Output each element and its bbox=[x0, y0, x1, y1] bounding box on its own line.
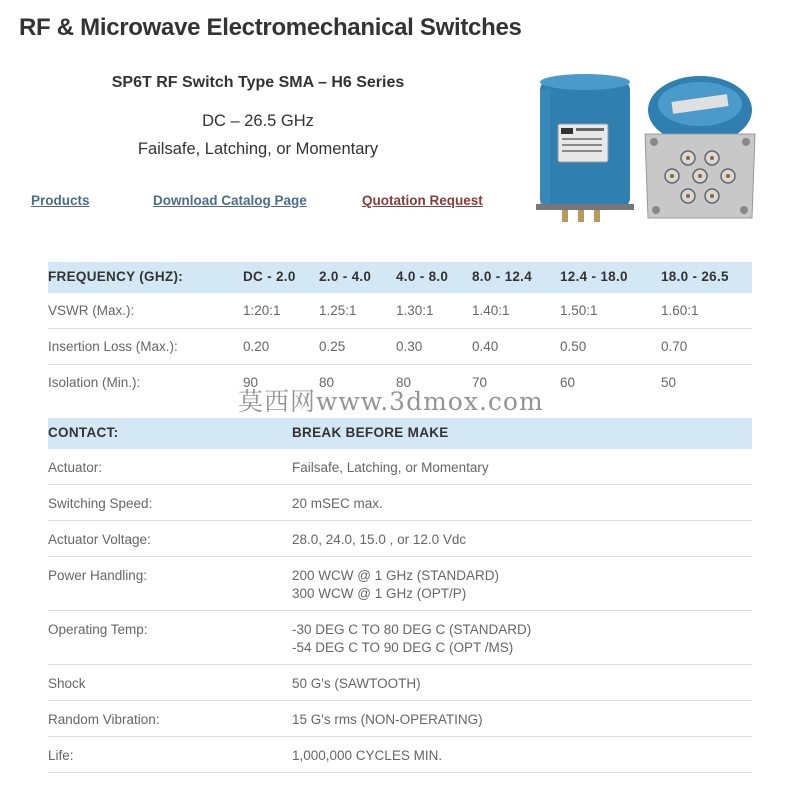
products-link[interactable]: Products bbox=[31, 193, 90, 208]
table-cell: 70 bbox=[472, 375, 488, 390]
table-cell: 0.50 bbox=[560, 339, 587, 354]
row-value: 20 mSEC max. bbox=[292, 496, 383, 511]
table-cell: 1:20:1 bbox=[243, 303, 281, 318]
vswr-row bbox=[48, 293, 752, 329]
row-value: 28.0, 24.0, 15.0 , or 12.0 Vdc bbox=[292, 532, 467, 547]
specifications-table bbox=[48, 262, 752, 773]
row-label: Isolation (Min.): bbox=[48, 375, 141, 390]
table-cell: 1.50:1 bbox=[560, 303, 598, 318]
frequency-header-label: FREQUENCY (GHZ): bbox=[48, 269, 184, 284]
frequency-band-header: 2.0 - 4.0 bbox=[319, 269, 372, 284]
random-vibration-row bbox=[48, 701, 752, 737]
frequency-band-header: 12.4 - 18.0 bbox=[560, 269, 628, 284]
page-title: RF & Microwave Electromechanical Switches bbox=[19, 14, 522, 41]
table-cell: 90 bbox=[243, 375, 259, 390]
table-cell: 80 bbox=[396, 375, 412, 390]
frequency-band-header: 4.0 - 8.0 bbox=[396, 269, 449, 284]
frequency-header-row bbox=[48, 262, 752, 293]
life-row bbox=[48, 737, 752, 773]
row-value: 50 G's (SAWTOOTH) bbox=[292, 676, 421, 691]
actuator-row bbox=[48, 449, 752, 485]
row-value: -54 DEG C TO 90 DEG C (OPT /MS) bbox=[292, 640, 514, 655]
table-cell: 1.25:1 bbox=[319, 303, 357, 318]
operating-temp-row bbox=[48, 611, 752, 665]
switch-cylinder-side-view bbox=[536, 74, 634, 222]
frequency-band-header: DC - 2.0 bbox=[243, 269, 296, 284]
table-cell: 50 bbox=[661, 375, 677, 390]
row-label: Random Vibration: bbox=[48, 712, 160, 727]
table-cell: 0.70 bbox=[661, 339, 688, 354]
row-value: -30 DEG C TO 80 DEG C (STANDARD) bbox=[292, 622, 532, 637]
quotation-request-link[interactable]: Quotation Request bbox=[362, 193, 483, 208]
row-value: 1,000,000 CYCLES MIN. bbox=[292, 748, 443, 763]
power-handling-row bbox=[48, 557, 752, 611]
row-label: Actuator: bbox=[48, 460, 103, 475]
switching-speed-row bbox=[48, 485, 752, 521]
table-cell: 1.30:1 bbox=[396, 303, 434, 318]
product-modes: Failsafe, Latching, or Momentary bbox=[137, 140, 379, 158]
rf-switch-product-image bbox=[520, 70, 760, 230]
row-label: Power Handling: bbox=[48, 568, 148, 583]
row-value: 15 G's rms (NON-OPERATING) bbox=[292, 712, 483, 727]
actuator-voltage-row bbox=[48, 521, 752, 557]
table-cell: 0.20 bbox=[243, 339, 270, 354]
isolation-row bbox=[48, 365, 752, 400]
row-value: 300 WCW @ 1 GHz (OPT/P) bbox=[292, 586, 467, 601]
row-label: Actuator Voltage: bbox=[48, 532, 151, 547]
row-label: VSWR (Max.): bbox=[48, 303, 135, 318]
table-cell: 60 bbox=[560, 375, 576, 390]
product-subtitle: SP6T RF Switch Type SMA – H6 Series bbox=[111, 74, 405, 91]
row-label: Insertion Loss (Max.): bbox=[48, 339, 178, 354]
table-cell: 0.30 bbox=[396, 339, 423, 354]
row-value: 200 WCW @ 1 GHz (STANDARD) bbox=[292, 568, 499, 583]
product-frequency-range: DC – 26.5 GHz bbox=[202, 112, 314, 130]
table-cell: 0.40 bbox=[472, 339, 499, 354]
row-label: Operating Temp: bbox=[48, 622, 148, 637]
frequency-band-header: 8.0 - 12.4 bbox=[472, 269, 533, 284]
row-label: Life: bbox=[48, 748, 74, 763]
shock-row bbox=[48, 665, 752, 701]
table-cell: 1.40:1 bbox=[472, 303, 510, 318]
contact-header-value: BREAK BEFORE MAKE bbox=[292, 425, 449, 440]
row-label: Switching Speed: bbox=[48, 496, 153, 511]
switch-flange-top-view bbox=[645, 76, 755, 218]
watermark-text: 莫西网www.3dmox.com bbox=[238, 387, 544, 416]
row-value: Failsafe, Latching, or Momentary bbox=[292, 460, 489, 475]
insertion-loss-row bbox=[48, 329, 752, 365]
download-catalog-link[interactable]: Download Catalog Page bbox=[153, 193, 307, 208]
contact-header-label: CONTACT: bbox=[48, 425, 119, 440]
table-cell: 80 bbox=[319, 375, 335, 390]
table-cell: 1.60:1 bbox=[661, 303, 699, 318]
row-label: Shock bbox=[48, 676, 86, 691]
frequency-band-header: 18.0 - 26.5 bbox=[661, 269, 729, 284]
table-cell: 0.25 bbox=[319, 339, 346, 354]
contact-header-row bbox=[48, 418, 752, 449]
